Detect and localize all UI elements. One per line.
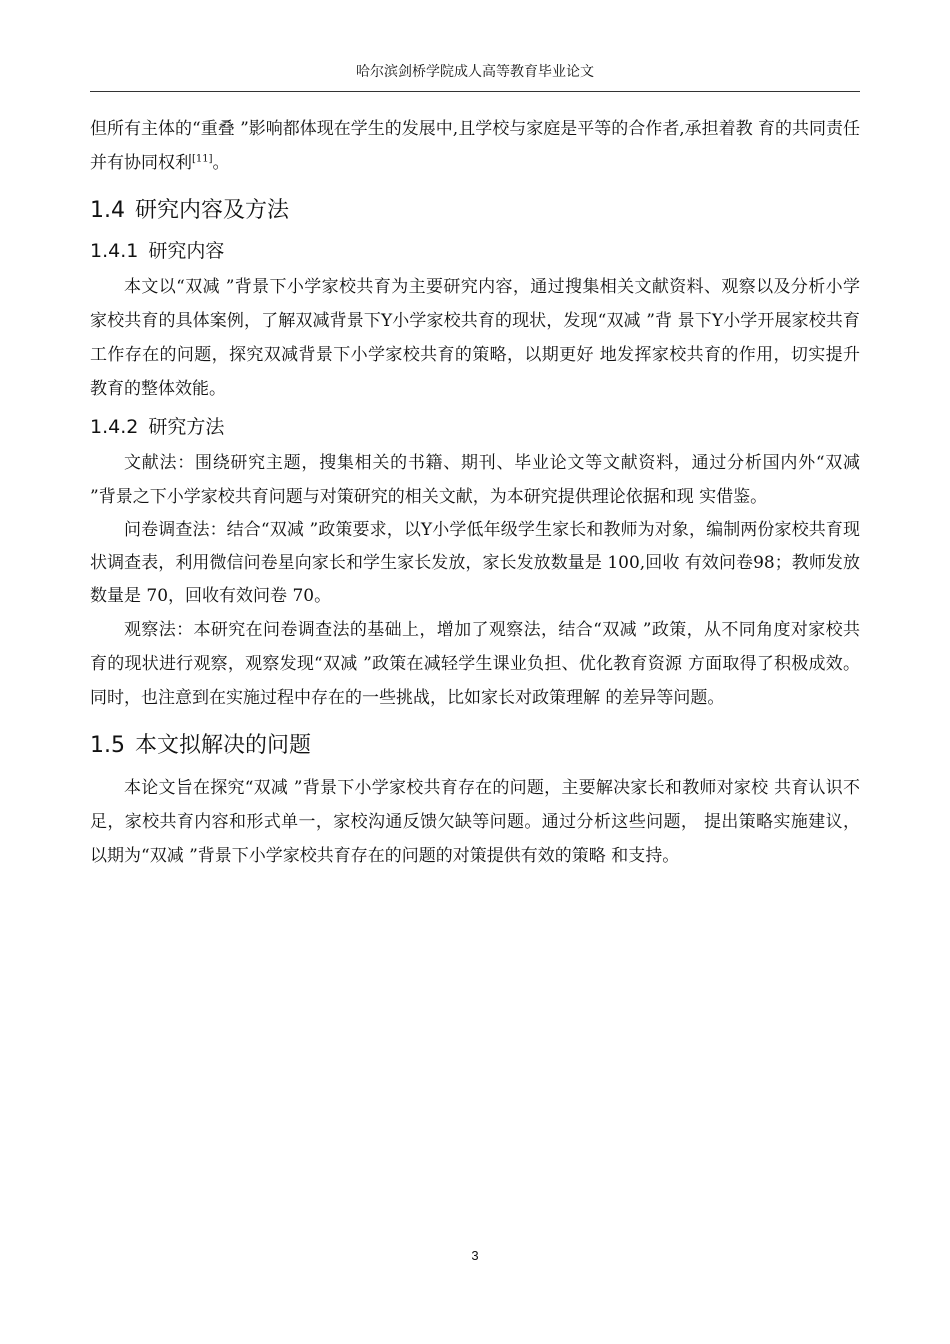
section-title: 本文拟解决的问题 — [135, 733, 312, 758]
problems-paragraph: 本论文旨在探究“双减 ”背景下小学家校共育存在的问题，主要解决家长和教师对家校 共育认识不足，家校共育内容和形式单一，家校沟通反馈欠缺等问题。通过分析这些问题， 提出策略实施建议，以期为“双减 ”背景下小学家校共育存在的问题的对策提供有效的策略 和支持。 — [90, 778, 860, 866]
subsection-title: 研究方法 — [148, 416, 225, 438]
section-heading-1-4 — [90, 194, 860, 228]
page-header — [90, 60, 860, 92]
page-number: 3 — [471, 1248, 479, 1263]
section-number: 1.4 — [90, 198, 125, 223]
page-body — [90, 112, 860, 873]
literature-method-paragraph: 文献法：围绕研究主题，搜集相关的书籍、期刊、毕业论文等文献资料，通过分析国内外“双减 ”背景之下小学家校共育问题与对策研究的相关文献，为本研究提供理论依据和现 实借鉴。 — [90, 453, 860, 507]
section-number: 1.5 — [90, 733, 125, 758]
subsection-number: 1.4.2 — [90, 416, 139, 438]
subsection-title: 研究内容 — [148, 240, 225, 262]
intro-text: 但所有主体的“重叠 ”影响都体现在学生的发展中,且学校与家庭是平等的合作者,承担着教 育的共同责任并有协同权利 — [90, 119, 860, 173]
subsection-heading-1-4-2 — [90, 412, 860, 442]
intro-paragraph — [90, 112, 860, 180]
research-content-paragraph: 本文以“双减 ”背景下小学家校共育为主要研究内容，通过搜集相关文献资料、观察以及分析小学家校共育的具体案例，了解双减背景下Y小学家校共育的现状，发现“双减 ”背 景下Y小学开展家校共育工作存在的问题，探究双减背景下小学家校共育的策略，以期更好 地发挥家校共育的作用，切实提升教育的整体效能。 — [90, 277, 860, 399]
observation-method-paragraph: 观察法：本研究在问卷调查法的基础上，增加了观察法，结合“双减 ”政策，从不同角度对家校共育的现状进行观察，观察发现“双减 ”政策在减轻学生课业负担、优化教育资源 方面取得了积极成效。同时，也注意到在实施过程中存在的一些挑战，比如家长对政策理解 的差异等问题。 — [90, 620, 860, 708]
section-heading-1-5 — [90, 729, 860, 763]
header-title: 哈尔滨剑桥学院成人高等教育毕业论文 — [356, 64, 594, 80]
subsection-heading-1-4-1 — [90, 236, 860, 266]
intro-tail: 。 — [212, 153, 230, 173]
subsection-number: 1.4.1 — [90, 240, 139, 262]
section-title: 研究内容及方法 — [135, 198, 290, 223]
citation-ref: [11] — [192, 153, 213, 165]
page-footer — [0, 1248, 950, 1263]
survey-method-paragraph: 问卷调查法：结合“双减 ”政策要求，以Y小学低年级学生家长和教师为对象，编制两份家校共育现状调查表，利用微信问卷星向家长和学生家长发放，家长发放数量是 100,回收 有效问卷98；教师发放数量是 70，回收有效问卷 70。 — [90, 520, 860, 606]
